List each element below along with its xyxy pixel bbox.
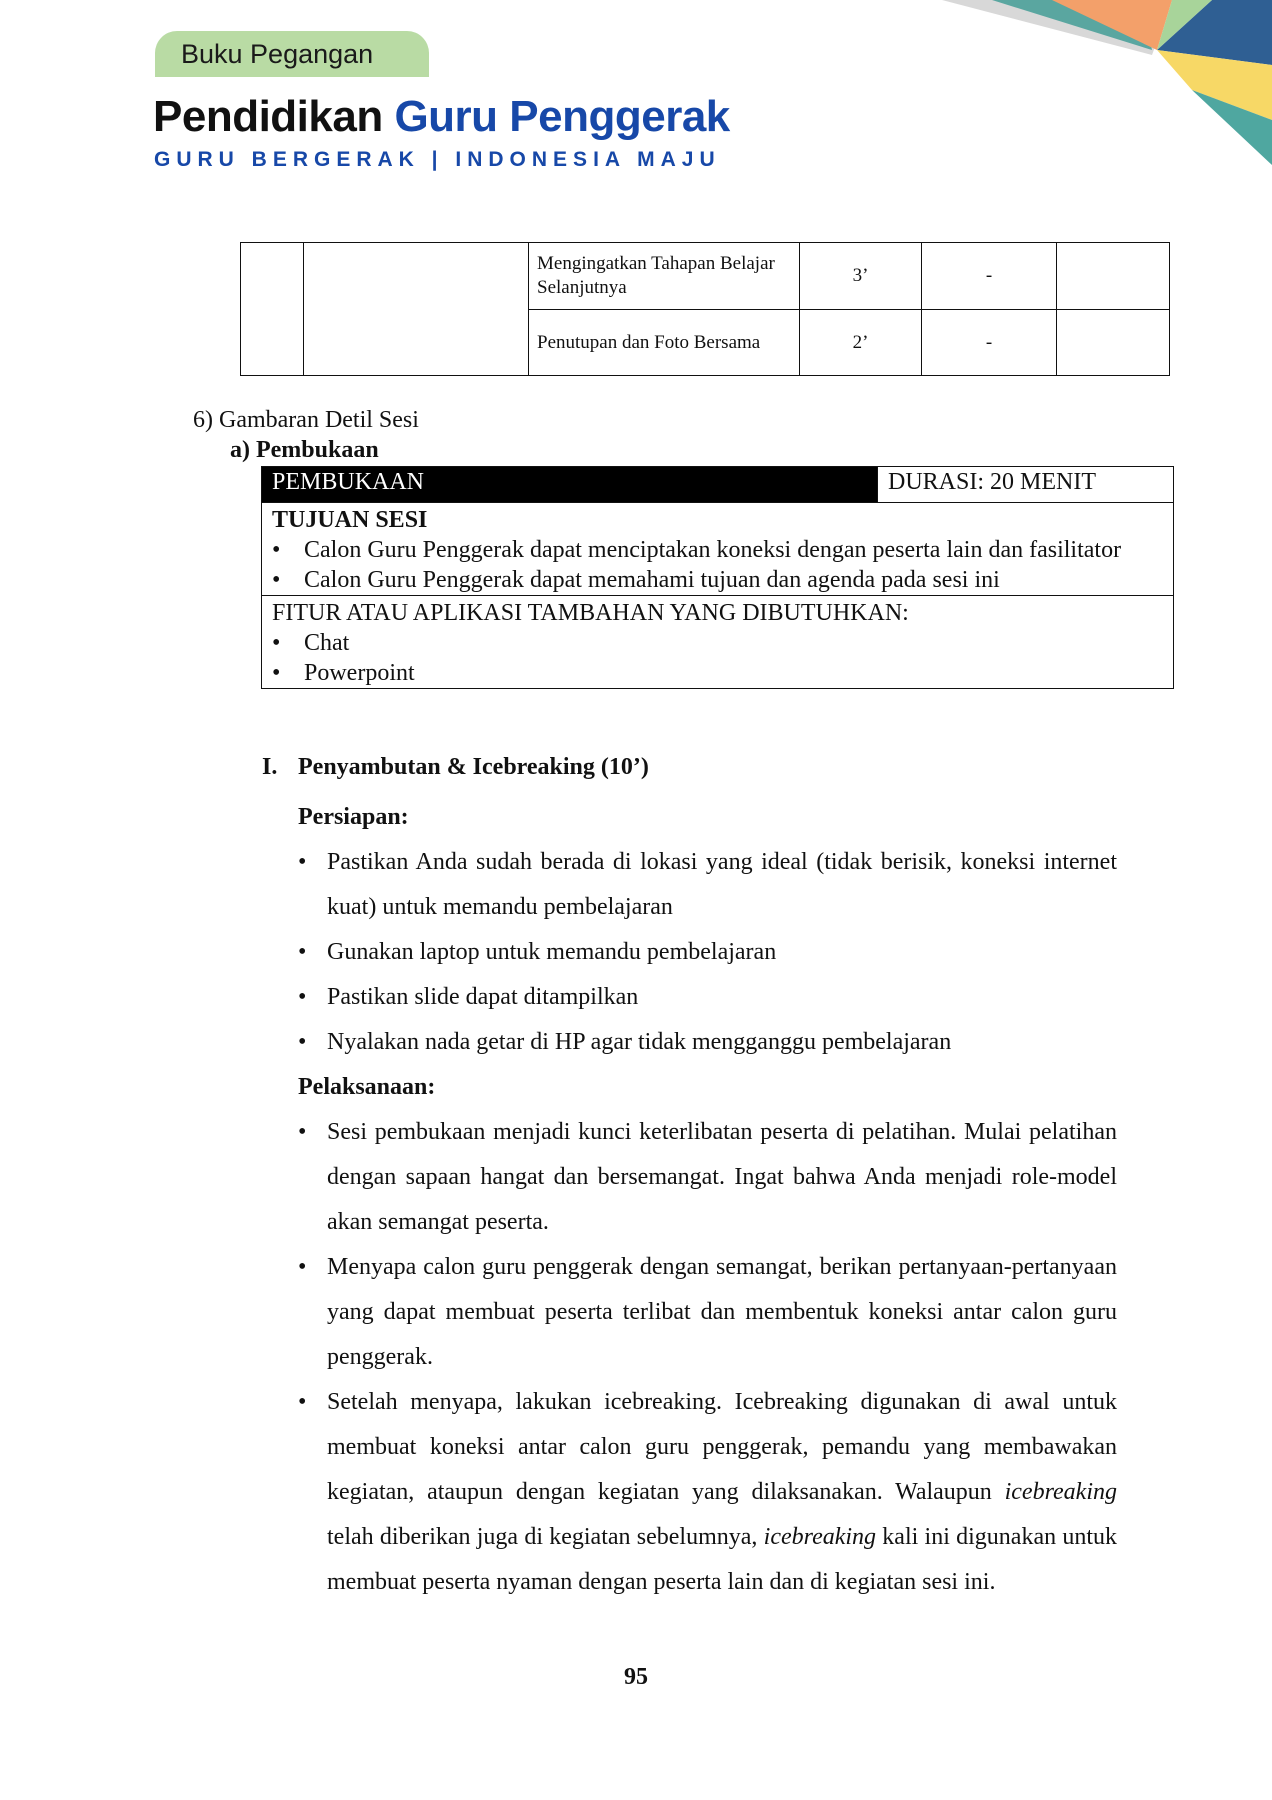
bullet-icon: • bbox=[298, 984, 307, 1010]
corner-decoration bbox=[942, 0, 1272, 170]
goal-text: Calon Guru Penggerak dapat memahami tujuan dan agenda pada sesi ini bbox=[304, 567, 1000, 593]
tools-cell: - bbox=[922, 243, 1057, 310]
section-heading: 6) Gambaran Detil Sesi bbox=[193, 407, 419, 433]
activity-cell: Mengingatkan Tahapan Belajar Selanjutnya bbox=[529, 243, 800, 310]
list-item bbox=[298, 1110, 1122, 1245]
logo-title bbox=[153, 92, 730, 142]
page-number: 95 bbox=[624, 1664, 648, 1690]
list-item bbox=[298, 1380, 1122, 1605]
goal-text: Calon Guru Penggerak dapat menciptakan koneksi dengan peserta lain dan fasilitator bbox=[304, 537, 1122, 563]
list-text: Nyalakan nada getar di HP agar tidak mengganggu pembelajaran bbox=[327, 1029, 952, 1055]
list-text: Pastikan slide dapat ditampilkan bbox=[327, 984, 639, 1010]
part-number: I. bbox=[262, 754, 278, 780]
part-content bbox=[262, 750, 1122, 1605]
bullet-icon: • bbox=[298, 939, 307, 965]
feature-text: Chat bbox=[304, 630, 350, 656]
duration-cell: 2’ bbox=[800, 310, 922, 376]
bullet-icon: • bbox=[298, 1254, 307, 1280]
table-row bbox=[241, 243, 1170, 310]
list-item bbox=[298, 1245, 1122, 1380]
title-part-1: Pendidikan bbox=[153, 92, 395, 141]
feature-text: Powerpoint bbox=[304, 660, 415, 686]
part-title: Penyambutan & Icebreaking (10’) bbox=[298, 754, 649, 780]
list-item bbox=[272, 535, 1163, 565]
list-item bbox=[298, 840, 1122, 930]
activity-cell: Penutupan dan Foto Bersama bbox=[529, 310, 800, 376]
bullet-icon: • bbox=[298, 849, 307, 875]
italic-term: icebreaking bbox=[763, 1524, 877, 1550]
list-item bbox=[298, 930, 1122, 975]
exec-heading: Pelaksanaan: bbox=[298, 1074, 436, 1100]
bullet-icon: • bbox=[272, 567, 281, 593]
bullet-icon: • bbox=[272, 630, 281, 656]
part-heading bbox=[262, 750, 1122, 795]
list-text: Gunakan laptop untuk memandu pembelajaran bbox=[327, 939, 777, 965]
list-item bbox=[298, 1020, 1122, 1065]
list-text: Menyapa calon guru penggerak dengan semangat, berikan pertanyaan-pertanyaan yang dapat membuat peserta terlibat dan membentuk koneksi antar calon guru penggerak. bbox=[327, 1254, 1117, 1370]
subsection-heading: a) Pembukaan bbox=[230, 437, 379, 463]
list-item bbox=[298, 975, 1122, 1020]
list-item bbox=[272, 658, 1163, 688]
table-cell bbox=[241, 243, 304, 376]
tools-cell: - bbox=[922, 310, 1057, 376]
list-text: Sesi pembukaan menjadi kunci keterlibatan peserta di pelatihan. Mulai pelatihan dengan sapaan hangat dan bersemangat. Ingat bahwa Anda menjadi role-model akan semangat peserta. bbox=[327, 1119, 1117, 1235]
features-heading: FITUR ATAU APLIKASI TAMBAHAN YANG DIBUTUHKAN: bbox=[272, 600, 909, 626]
session-title: PEMBUKAAN bbox=[262, 467, 877, 502]
table-cell bbox=[1057, 243, 1170, 310]
bullet-icon: • bbox=[298, 1389, 307, 1415]
italic-term: icebreaking bbox=[1004, 1479, 1117, 1505]
book-badge: Buku Pegangan bbox=[155, 31, 429, 77]
bullet-icon: • bbox=[272, 660, 281, 686]
table-cell bbox=[304, 243, 529, 376]
text-run: telah diberikan juga di kegiatan sebelumnya, bbox=[327, 1524, 764, 1550]
session-box bbox=[261, 466, 1174, 689]
table-cell bbox=[1057, 310, 1170, 376]
list-item bbox=[272, 565, 1163, 595]
list-text: Pastikan Anda sudah berada di lokasi yang ideal (tidak berisik, koneksi internet kuat) untuk memandu pembelajaran bbox=[327, 849, 1117, 920]
list-item bbox=[272, 628, 1163, 658]
session-duration: DURASI: 20 MENIT bbox=[877, 467, 1106, 502]
goals-section bbox=[262, 503, 1173, 595]
agenda-table bbox=[240, 242, 1170, 376]
list-text bbox=[327, 1380, 1117, 1605]
bullet-icon: • bbox=[298, 1029, 307, 1055]
session-box-header bbox=[262, 467, 1173, 503]
prep-heading: Persiapan: bbox=[298, 804, 409, 830]
tagline: GURU BERGERAK | INDONESIA MAJU bbox=[154, 148, 721, 171]
duration-cell: 3’ bbox=[800, 243, 922, 310]
text-run: kali ini digunakan untuk membuat peserta nyaman dengan peserta lain dan di kegiatan sesi ini. bbox=[327, 1524, 1118, 1595]
bullet-icon: • bbox=[272, 537, 281, 563]
features-section bbox=[262, 595, 1173, 688]
title-part-2: Guru Penggerak bbox=[394, 92, 730, 141]
bullet-icon: • bbox=[298, 1119, 307, 1145]
goals-heading: TUJUAN SESI bbox=[272, 507, 428, 533]
text-run: Setelah menyapa, lakukan icebreaking. Icebreaking digunakan di awal untuk membuat koneksi antar calon guru penggerak, pemandu yang membawakan kegiatan, ataupun dengan kegiatan yang dilaksanakan. Walaupun bbox=[327, 1389, 1117, 1505]
